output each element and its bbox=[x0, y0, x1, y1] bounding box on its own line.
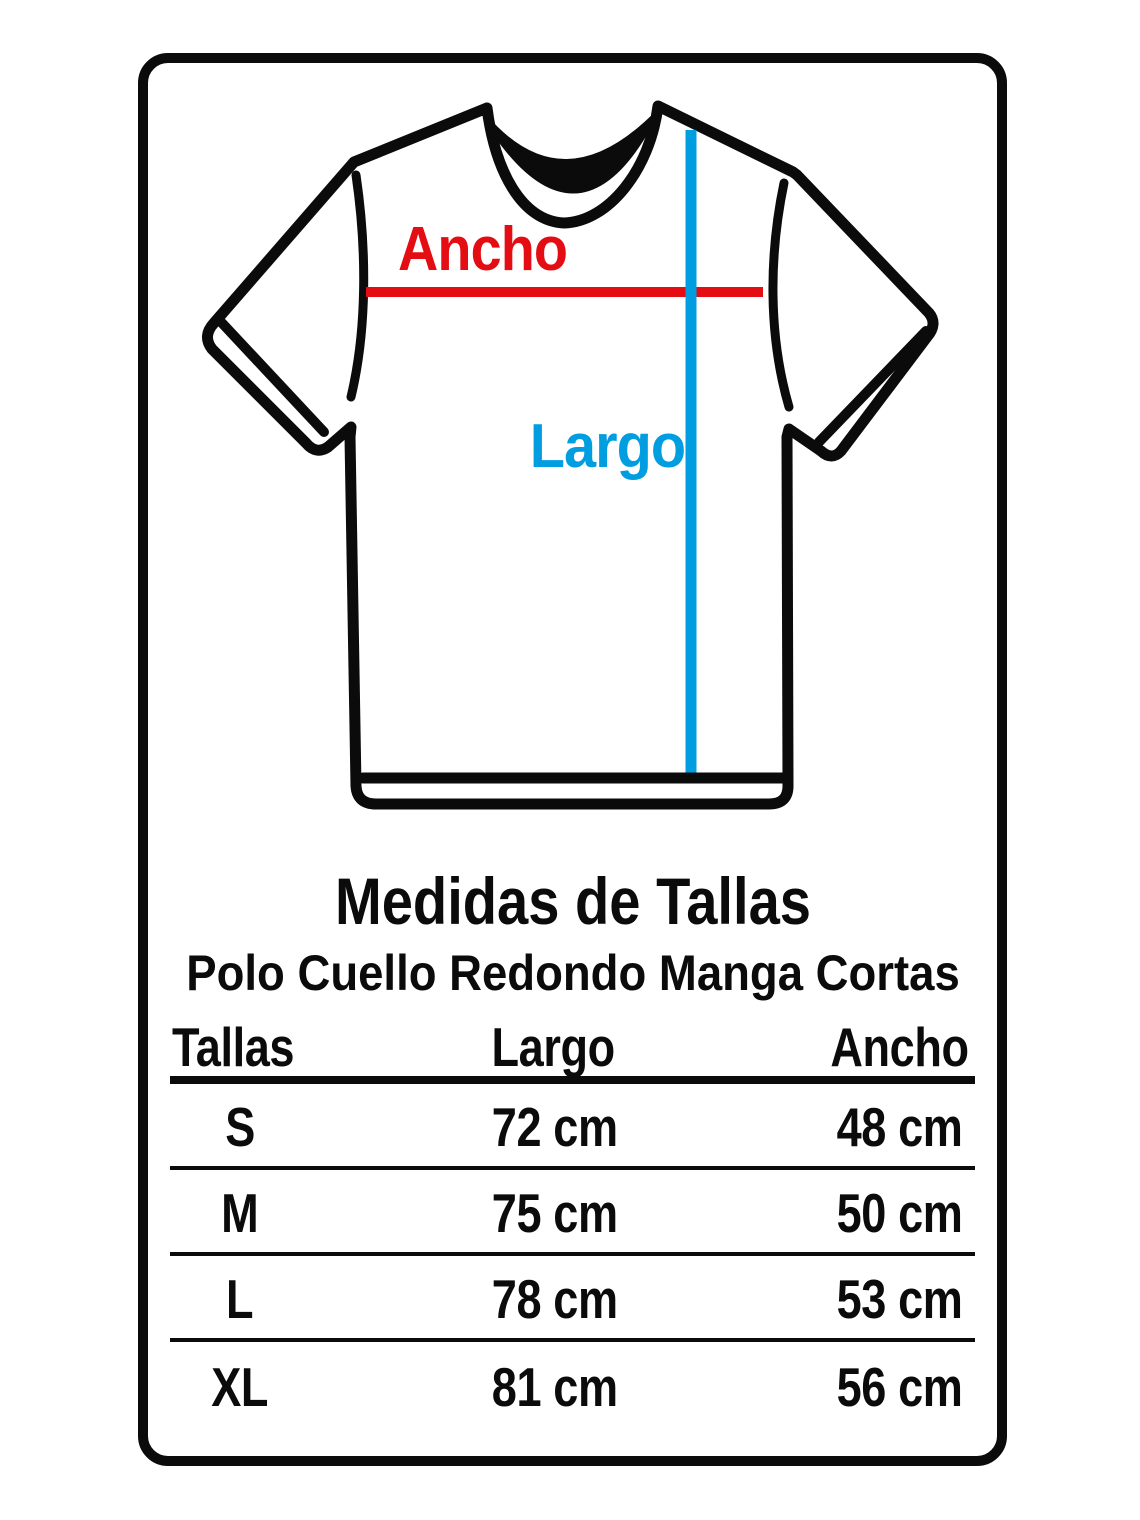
largo-label-text: Largo bbox=[529, 412, 685, 481]
ancho-label bbox=[398, 215, 586, 284]
cell-size: M bbox=[221, 1182, 259, 1244]
table-row-m bbox=[170, 1170, 975, 1256]
cell-size: XL bbox=[211, 1356, 269, 1418]
page-title: Medidas de Tallas bbox=[334, 864, 811, 938]
table-row-l bbox=[170, 1256, 975, 1342]
header-cell-largo: Largo bbox=[491, 1016, 615, 1078]
cell-ancho: 56 cm bbox=[836, 1356, 962, 1418]
cell-largo: 72 cm bbox=[492, 1096, 618, 1158]
header-cell-ancho: Ancho bbox=[830, 1016, 969, 1078]
cell-size: S bbox=[225, 1096, 255, 1158]
page-subtitle: Polo Cuello Redondo Manga Cortas bbox=[186, 945, 960, 1001]
table-row-s bbox=[170, 1084, 975, 1170]
size-table bbox=[170, 1016, 975, 1428]
cell-largo: 75 cm bbox=[492, 1182, 618, 1244]
cell-size: L bbox=[226, 1268, 254, 1330]
cell-ancho: 53 cm bbox=[836, 1268, 962, 1330]
cell-largo: 81 cm bbox=[492, 1356, 618, 1418]
cell-ancho: 50 cm bbox=[836, 1182, 962, 1244]
cell-largo: 78 cm bbox=[492, 1268, 618, 1330]
largo-label bbox=[518, 412, 685, 481]
table-header-row bbox=[170, 1016, 975, 1084]
ancho-label-text: Ancho bbox=[398, 215, 568, 284]
table-row-xl bbox=[170, 1342, 975, 1428]
header-cell-tallas: Tallas bbox=[172, 1016, 295, 1078]
cell-ancho: 48 cm bbox=[836, 1096, 962, 1158]
